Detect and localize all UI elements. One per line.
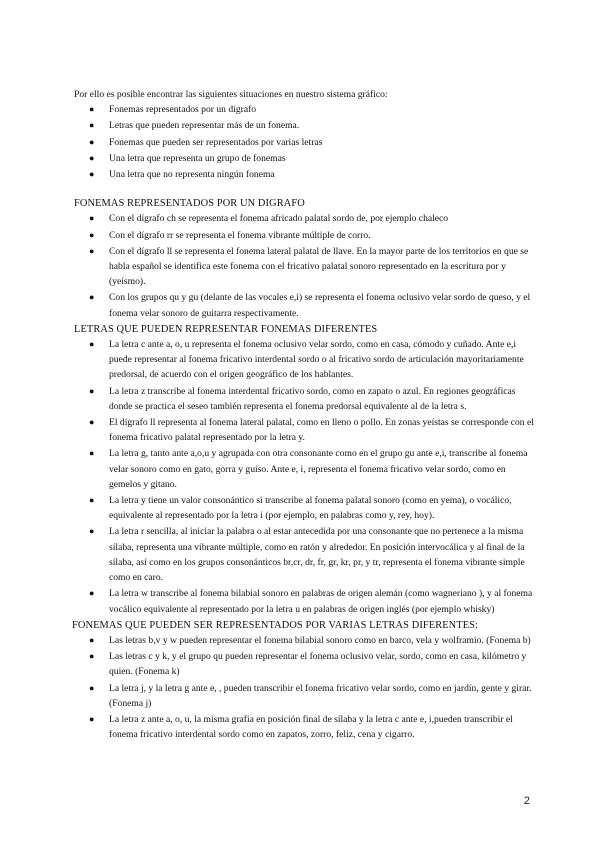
bullet-icon: ● (89, 292, 95, 303)
list-item-text: La letra g, tanto ante a,o,u y agrupada con otra consonante como en el grupo gu ante e,i, transcribe al fonema velar sonoro como en gato, gorra y guiso. Ante e, i, representa el fonema fricativo velar sordo, como en gemelos y gitano. (109, 448, 528, 490)
bullet-icon: ● (89, 339, 95, 350)
list-item-text: Letras que pueden representar más de un fonema. (109, 120, 300, 132)
list-item (74, 633, 534, 648)
bullet-icon: ● (89, 245, 95, 256)
list-item-text: La letra w transcribe al fonema bilabial sonoro en palabras de origen alemán (como wagneriano ), y al fonema vocálico equivalente al representado por la letra u en palabras de origen inglés (por ejemplo whisky) (109, 588, 533, 615)
bullet-icon: ● (89, 104, 95, 115)
bullet-icon: ● (89, 634, 95, 645)
list-item (74, 102, 534, 117)
list-item-text: Las letras c y k, y el grupo qu pueden representar el fonema oclusivo velar, sordo, como en casa, kilómetro y quien. (Fonema k) (109, 651, 527, 678)
list-item-text: El dígrafo ll representa al fonema lateral palatal, como en lleno o pollo. En zonas yeístas se corresponde con el fonema fricativo palatal representado por la letra y. (109, 417, 534, 444)
list-item-text: Las letras b,v y w pueden representar el fonema bilabial sonoro como en barco, vela y wolframio. (Fonema b) (109, 634, 531, 646)
list-item (74, 290, 534, 320)
list-item-text: La letra z ante a, o, u, la misma grafía en posición final de sílaba y la letra c ante e, i,pueden transcribir el fonema fricativo interdental sordo como en zapatos, zorro, feliz, cena y cigarro. (109, 713, 513, 741)
list-item (74, 244, 534, 290)
bullet-icon: ● (89, 213, 95, 224)
bullet-icon: ● (89, 136, 95, 147)
list-item (74, 712, 534, 742)
bullet-icon: ● (89, 588, 95, 599)
list-item (74, 167, 534, 182)
section-heading-digrafo: FONEMAS REPRESENTADOS POR UN DIGRAFO (74, 198, 305, 210)
list-item (74, 151, 534, 166)
list-item-text: La letra c ante a, o, u representa el fonema oclusivo velar sordo, como en casa, cómodo y cuñado. Ante e,i puede representar al fonema fricativo interdental sordo o al fricativo sordo de articulación mayoritariamente predorsal, de acuerdo con el origen geográfico de los hablantes. (109, 339, 524, 381)
section1-list (74, 211, 534, 320)
bullet-icon: ● (89, 229, 95, 240)
bullet-icon: ● (89, 682, 95, 693)
page-content (74, 87, 534, 743)
list-item-text: Una letra que no representa ningún fonema (109, 169, 275, 181)
list-item-text: Fonemas que pueden ser representados por varias letras (109, 136, 323, 148)
list-item-text: Con el dígrafo ch se representa el fonema africado palatal sordo de, por ejemplo chaleco (109, 213, 449, 225)
list-item-text: Con los grupos qu y gu (delante de las vocales e,i) se representa el fonema oclusivo velar sordo de queso, y el fonema velar sonoro de guitarra respectivamente. (109, 292, 531, 319)
list-item (74, 211, 534, 226)
list-item (74, 337, 534, 383)
list-item-text: La letra j, y la letra g ante e, , pueden transcribir el fonema fricativo velar sordo, como en jardín, gente y girar. (Fonema j) (109, 682, 532, 709)
list-item (74, 118, 534, 133)
bullet-icon: ● (89, 448, 95, 459)
bullet-icon: ● (89, 417, 95, 428)
spacer (74, 183, 534, 196)
list-item-text: La letra y tiene un valor consonántico si transcribe al fonema palatal sonoro (como en yema), o vocálico, equivalente al representado por la letra i (por ejemplo, en palabras como y, rey, hoy). (109, 495, 512, 522)
list-item (74, 415, 534, 445)
bullet-icon: ● (89, 385, 95, 396)
list-item-text: Con el dígrafo rr se representa el fonema vibrante múltiple de corro. (109, 229, 371, 241)
list-item (74, 135, 534, 150)
list-item-text: Con el dígrafo ll se representa el fonema lateral palatal de llave. En la mayor parte de los territorios en que se habla español se identifica este fonema con el fricativo palatal sonoro representado en la escritura por y (yeísmo). (109, 245, 529, 288)
list-item (74, 586, 534, 616)
section3-list (74, 633, 534, 742)
intro-paragraph: Por ello es posible encontrar las siguientes situaciones en nuestro sistema gráfico: (74, 89, 388, 100)
list-item (74, 493, 534, 523)
list-item-text: La letra z transcribe al fonema interdental fricativo sordo, como en zapato o azul. En regiones geográficas donde se practica el seseo también representa el fonema predorsal equivalente al de la letra s. (109, 385, 516, 412)
list-item (74, 228, 534, 243)
intro-list (74, 102, 534, 182)
list-item-text: Una letra que representa un grupo de fonemas (109, 152, 286, 164)
list-item (74, 681, 534, 711)
section2-list (74, 337, 534, 617)
list-item (74, 384, 534, 414)
section-heading-letras: LETRAS QUE PUEDEN REPRESENTAR FONEMAS DIFERENTES (74, 323, 378, 335)
page-number: 2 (523, 795, 530, 807)
list-item (74, 649, 534, 679)
bullet-icon: ● (89, 526, 95, 537)
list-item-text: La letra r sencilla, al iniciar la palabra o al estar antecedida por una consonante que no pertenece a la misma sílaba, representa una vibrante múltiple, como en ratón y alrededor. En posición intervocálica y al final de la sílaba, así como en los grupos consonánticos br,cr, dr, fr, gr, kr, pr, y tr, representa el fonema vibrante simple como en caro. (109, 526, 525, 584)
bullet-icon: ● (89, 713, 95, 724)
bullet-icon: ● (89, 495, 95, 506)
list-item (74, 446, 534, 492)
section-heading-varias-letras: FONEMAS QUE PUEDEN SER REPRESENTADOS POR VARIAS LETRAS DIFERENTES: (72, 619, 479, 631)
bullet-icon: ● (89, 152, 95, 163)
list-item (74, 524, 534, 585)
bullet-icon: ● (89, 651, 95, 662)
list-item-text: Fonemas representados por un dígrafo (109, 104, 257, 116)
bullet-icon: ● (89, 120, 95, 131)
bullet-icon: ● (89, 169, 95, 180)
